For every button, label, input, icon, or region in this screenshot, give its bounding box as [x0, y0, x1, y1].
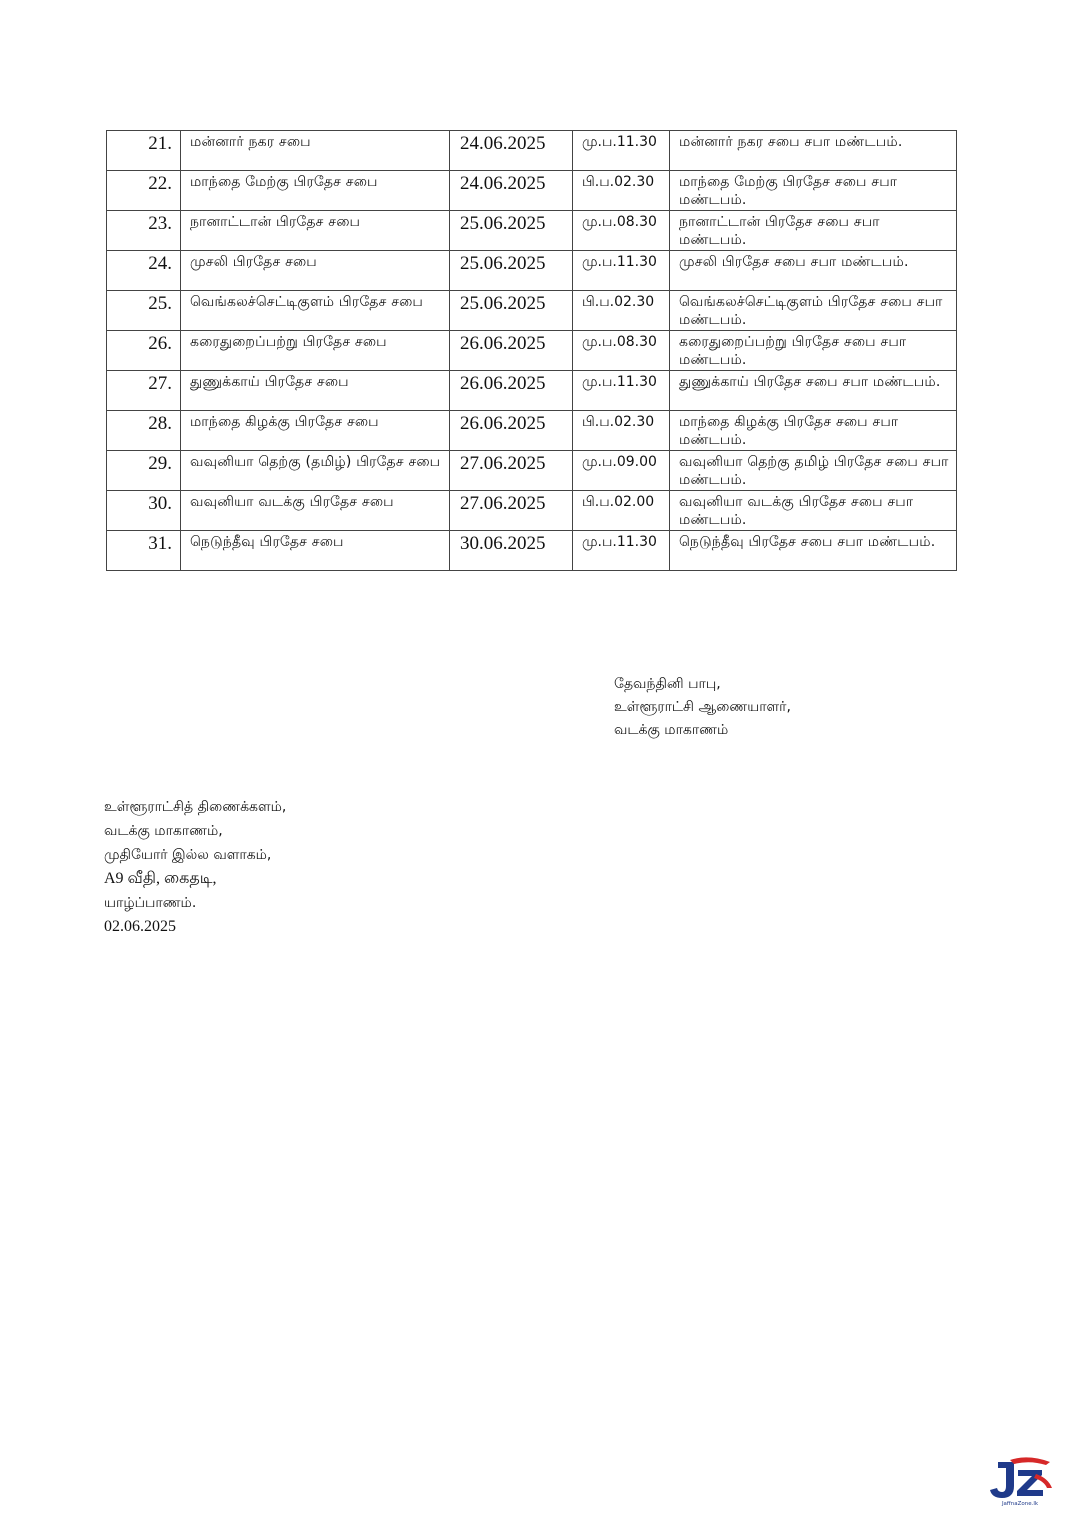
row-number: 27.: [107, 371, 181, 411]
meeting-venue: வெங்கலச்செட்டிகுளம் பிரதேச சபை சபா மண்டபம்.: [670, 291, 957, 331]
meeting-time: பி.ப.02.30: [573, 291, 670, 331]
address-line-province: வடக்கு மாகாணம்,: [104, 823, 223, 839]
signatory-title: உள்ளூராட்சி ஆணையாளர்,: [614, 699, 791, 715]
meeting-date: 26.06.2025: [450, 371, 573, 411]
meeting-time: மு.ப.08.30: [573, 331, 670, 371]
row-number: 22.: [107, 171, 181, 211]
table-row: [107, 451, 957, 491]
meeting-time: மு.ப.11.30: [573, 371, 670, 411]
meeting-venue: நானாட்டான் பிரதேச சபை சபா மண்டபம்.: [670, 211, 957, 251]
svg-text:JaffnaZone.lk: JaffnaZone.lk: [1001, 1501, 1039, 1507]
table-row: [107, 331, 957, 371]
address-line-road: A9 வீதி, கைதடி,: [104, 870, 217, 887]
council-name: வெங்கலச்செட்டிகுளம் பிரதேச சபை: [181, 291, 450, 331]
jz-logo-icon: [984, 1452, 1056, 1508]
meeting-date: 24.06.2025: [450, 131, 573, 171]
meeting-time: பி.ப.02.30: [573, 171, 670, 211]
meeting-date: 25.06.2025: [450, 291, 573, 331]
row-number: 28.: [107, 411, 181, 451]
meeting-venue: முசலி பிரதேச சபை சபா மண்டபம்.: [670, 251, 957, 291]
council-name: வவுனியா தெற்கு (தமிழ்) பிரதேச சபை: [181, 451, 450, 491]
row-number: 26.: [107, 331, 181, 371]
table-row: [107, 291, 957, 331]
table-row: [107, 171, 957, 211]
meeting-time: பி.ப.02.00: [573, 491, 670, 531]
meeting-venue: மன்னார் நகர சபை சபா மண்டபம்.: [670, 131, 957, 171]
council-name: துணுக்காய் பிரதேச சபை: [181, 371, 450, 411]
schedule-table: [106, 130, 957, 571]
council-name: மன்னார் நகர சபை: [181, 131, 450, 171]
row-number: 29.: [107, 451, 181, 491]
signature-block: [614, 673, 791, 742]
meeting-venue: மாந்தை மேற்கு பிரதேச சபை சபா மண்டபம்.: [670, 171, 957, 211]
meeting-venue: நெடுந்தீவு பிரதேச சபை சபா மண்டபம்.: [670, 531, 957, 571]
meeting-venue: வவுனியா தெற்கு தமிழ் பிரதேச சபை சபா மண்டபம்.: [670, 451, 957, 491]
meeting-venue: துணுக்காய் பிரதேச சபை சபா மண்டபம்.: [670, 371, 957, 411]
table-row: [107, 371, 957, 411]
meeting-venue: வவுனியா வடக்கு பிரதேச சபை சபா மண்டபம்.: [670, 491, 957, 531]
meeting-date: 25.06.2025: [450, 211, 573, 251]
signatory-province: வடக்கு மாகாணம்: [614, 722, 729, 738]
table-row: [107, 131, 957, 171]
council-name: நானாட்டான் பிரதேச சபை: [181, 211, 450, 251]
row-number: 30.: [107, 491, 181, 531]
table-row: [107, 491, 957, 531]
row-number: 31.: [107, 531, 181, 571]
meeting-date: 25.06.2025: [450, 251, 573, 291]
table-row: [107, 211, 957, 251]
meeting-date: 26.06.2025: [450, 411, 573, 451]
row-number: 25.: [107, 291, 181, 331]
meeting-venue: மாந்தை கிழக்கு பிரதேச சபை சபா மண்டபம்.: [670, 411, 957, 451]
row-number: 24.: [107, 251, 181, 291]
meeting-date: 27.06.2025: [450, 451, 573, 491]
meeting-time: மு.ப.08.30: [573, 211, 670, 251]
table-row: [107, 411, 957, 451]
meeting-venue: கரைதுறைப்பற்று பிரதேச சபை சபா மண்டபம்.: [670, 331, 957, 371]
meeting-time: மு.ப.09.00: [573, 451, 670, 491]
office-address: [104, 795, 286, 939]
document-date: 02.06.2025: [104, 918, 176, 935]
row-number: 23.: [107, 211, 181, 251]
council-name: முசலி பிரதேச சபை: [181, 251, 450, 291]
meeting-time: மு.ப.11.30: [573, 131, 670, 171]
council-name: நெடுந்தீவு பிரதேச சபை: [181, 531, 450, 571]
meeting-date: 26.06.2025: [450, 331, 573, 371]
meeting-date: 24.06.2025: [450, 171, 573, 211]
address-line-department: உள்ளூராட்சித் திணைக்களம்,: [104, 799, 287, 815]
council-name: மாந்தை கிழக்கு பிரதேச சபை: [181, 411, 450, 451]
meeting-time: பி.ப.02.30: [573, 411, 670, 451]
council-name: மாந்தை மேற்கு பிரதேச சபை: [181, 171, 450, 211]
meeting-time: மு.ப.11.30: [573, 531, 670, 571]
row-number: 21.: [107, 131, 181, 171]
meeting-time: மு.ப.11.30: [573, 251, 670, 291]
council-name: கரைதுறைப்பற்று பிரதேச சபை: [181, 331, 450, 371]
table-row: [107, 251, 957, 291]
signatory-name: தேவந்தினி பாபு,: [614, 676, 721, 692]
schedule-table-body: [107, 131, 957, 571]
meeting-date: 30.06.2025: [450, 531, 573, 571]
address-line-city: யாழ்ப்பாணம்.: [104, 895, 197, 911]
table-row: [107, 531, 957, 571]
address-line-complex: முதியோர் இல்ல வளாகம்,: [104, 847, 272, 863]
council-name: வவுனியா வடக்கு பிரதேச சபை: [181, 491, 450, 531]
meeting-date: 27.06.2025: [450, 491, 573, 531]
